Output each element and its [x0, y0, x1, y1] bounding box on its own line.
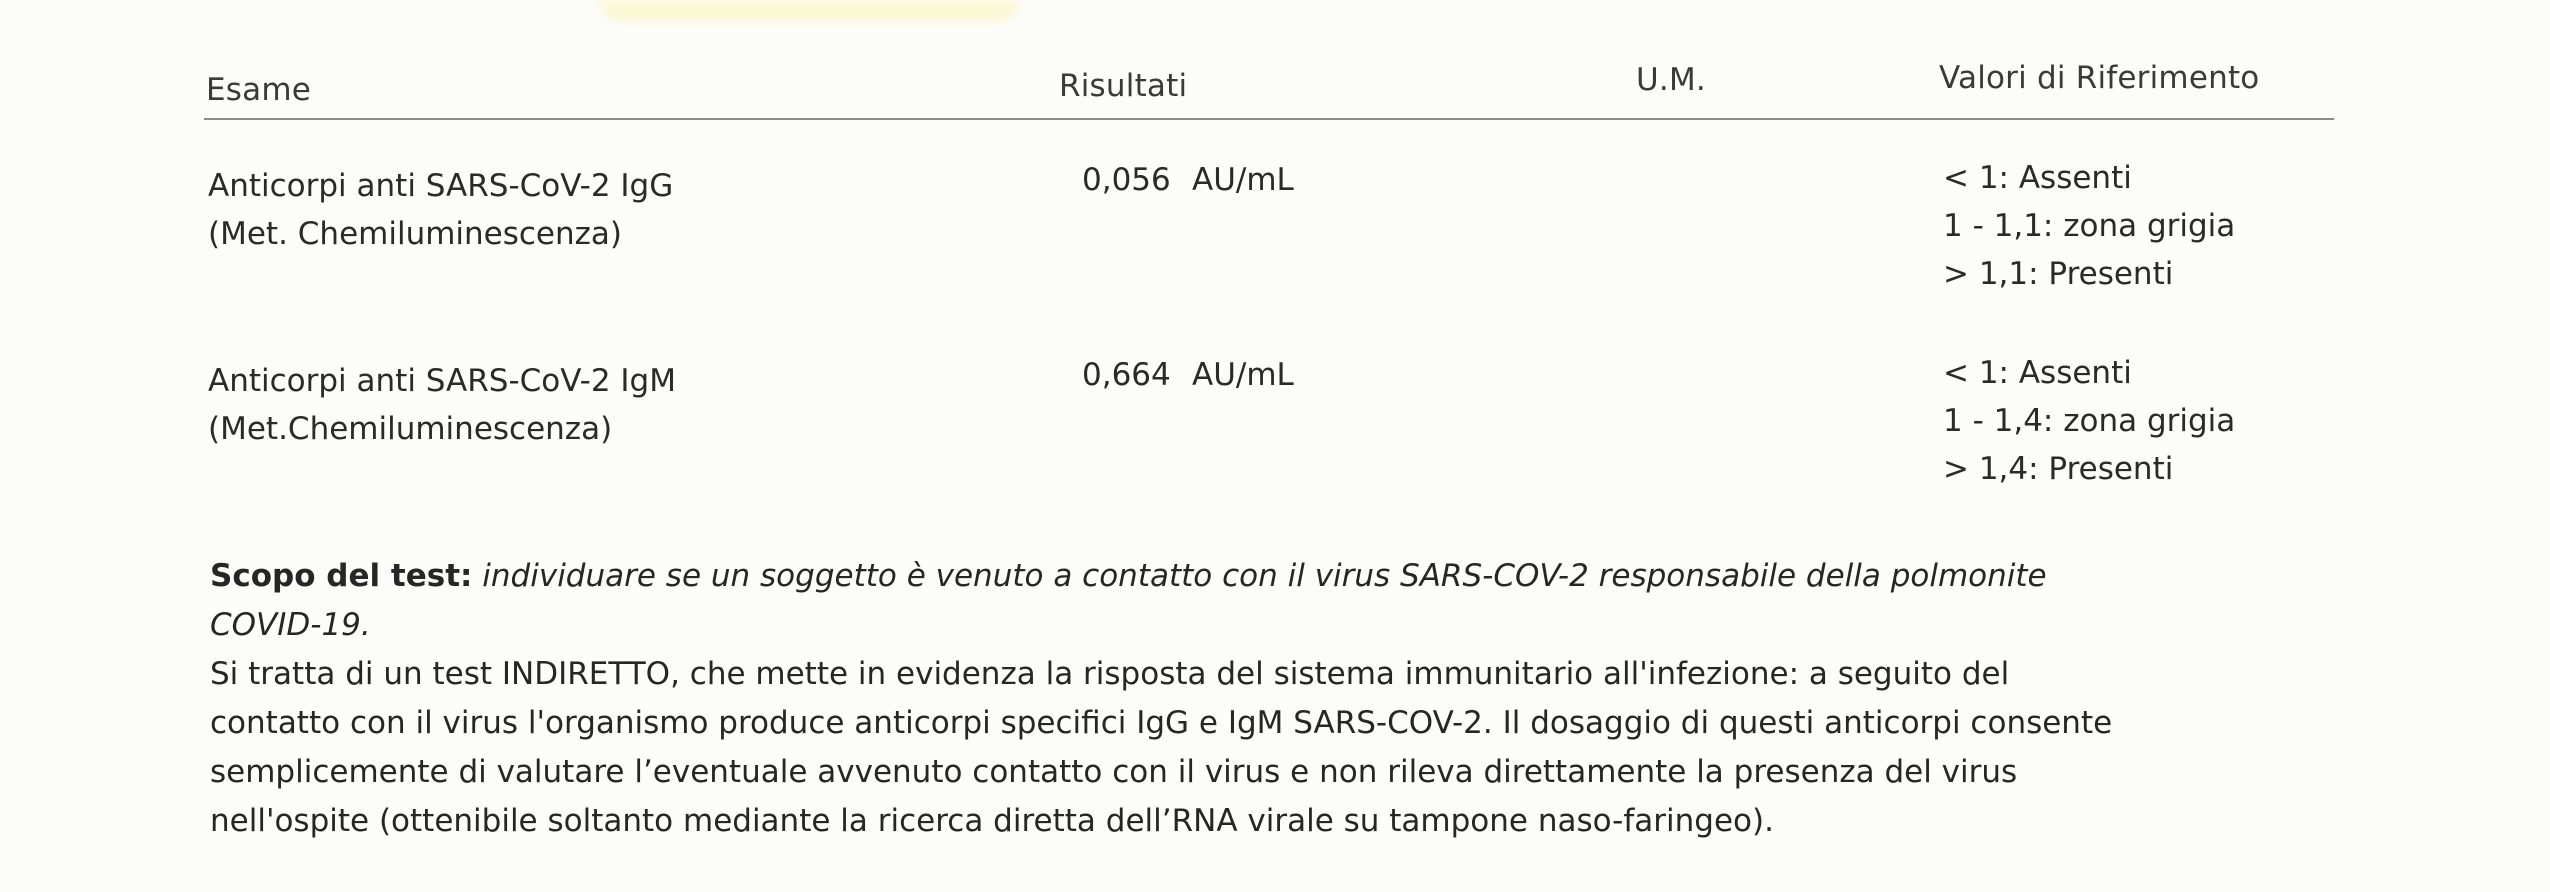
table-row-igm	[204, 355, 2334, 525]
result-value: 0,056	[1082, 162, 1171, 198]
reference-range-present: > 1,4: Presenti	[1943, 451, 2174, 487]
reference-range-absent: < 1: Assenti	[1943, 160, 2132, 196]
exam-name: Anticorpi anti SARS-CoV-2 IgG	[208, 168, 674, 204]
table-row-igg	[204, 160, 2334, 330]
note-paragraph-line: nell'ospite (ottenibile soltanto mediante la ricerca diretta dell’RNA virale su tampone naso-faringeo).	[210, 803, 1774, 839]
note-paragraph-line: contatto con il virus l'organismo produce anticorpi specifici IgG e IgM SARS-COV-2. Il dosaggio di questi anticorpi consente	[210, 705, 2113, 741]
header-unit: U.M.	[1636, 62, 1706, 98]
header-results: Risultati	[1059, 68, 1188, 104]
reference-range-grey-zone: 1 - 1,4: zona grigia	[1943, 403, 2236, 439]
scope-text: individuare se un soggetto è venuto a contatto con il virus SARS-COV-2 responsabile della polmonite	[482, 558, 2047, 594]
scope-text-continued: COVID-19.	[210, 607, 371, 643]
reference-range-present: > 1,1: Presenti	[1943, 256, 2174, 292]
note-paragraph-line: semplicemente di valutare l’eventuale avvenuto contatto con il virus e non rileva direttamente la presenza del virus	[210, 754, 2018, 790]
result-unit: AU/mL	[1192, 357, 1294, 393]
exam-name: Anticorpi anti SARS-CoV-2 IgM	[208, 363, 676, 399]
reference-range-grey-zone: 1 - 1,1: zona grigia	[1943, 208, 2236, 244]
note-paragraph-line: Si tratta di un test INDIRETTO, che mette in evidenza la risposta del sistema immunitario all'infezione: a seguito del	[210, 656, 2010, 692]
table-header	[204, 60, 2334, 120]
result-unit: AU/mL	[1192, 162, 1294, 198]
exam-method: (Met. Chemiluminescenza)	[208, 216, 623, 252]
header-exam: Esame	[206, 72, 312, 108]
reference-range-absent: < 1: Assenti	[1943, 355, 2132, 391]
header-reference: Valori di Riferimento	[1939, 60, 2260, 96]
scope-line	[210, 552, 2210, 601]
result-value: 0,664	[1082, 357, 1171, 393]
scope-label: Scopo del test:	[210, 558, 473, 594]
exam-method: (Met.Chemiluminescenza)	[208, 411, 613, 447]
highlighter-mark	[600, 0, 1020, 22]
test-notes	[210, 552, 2210, 846]
